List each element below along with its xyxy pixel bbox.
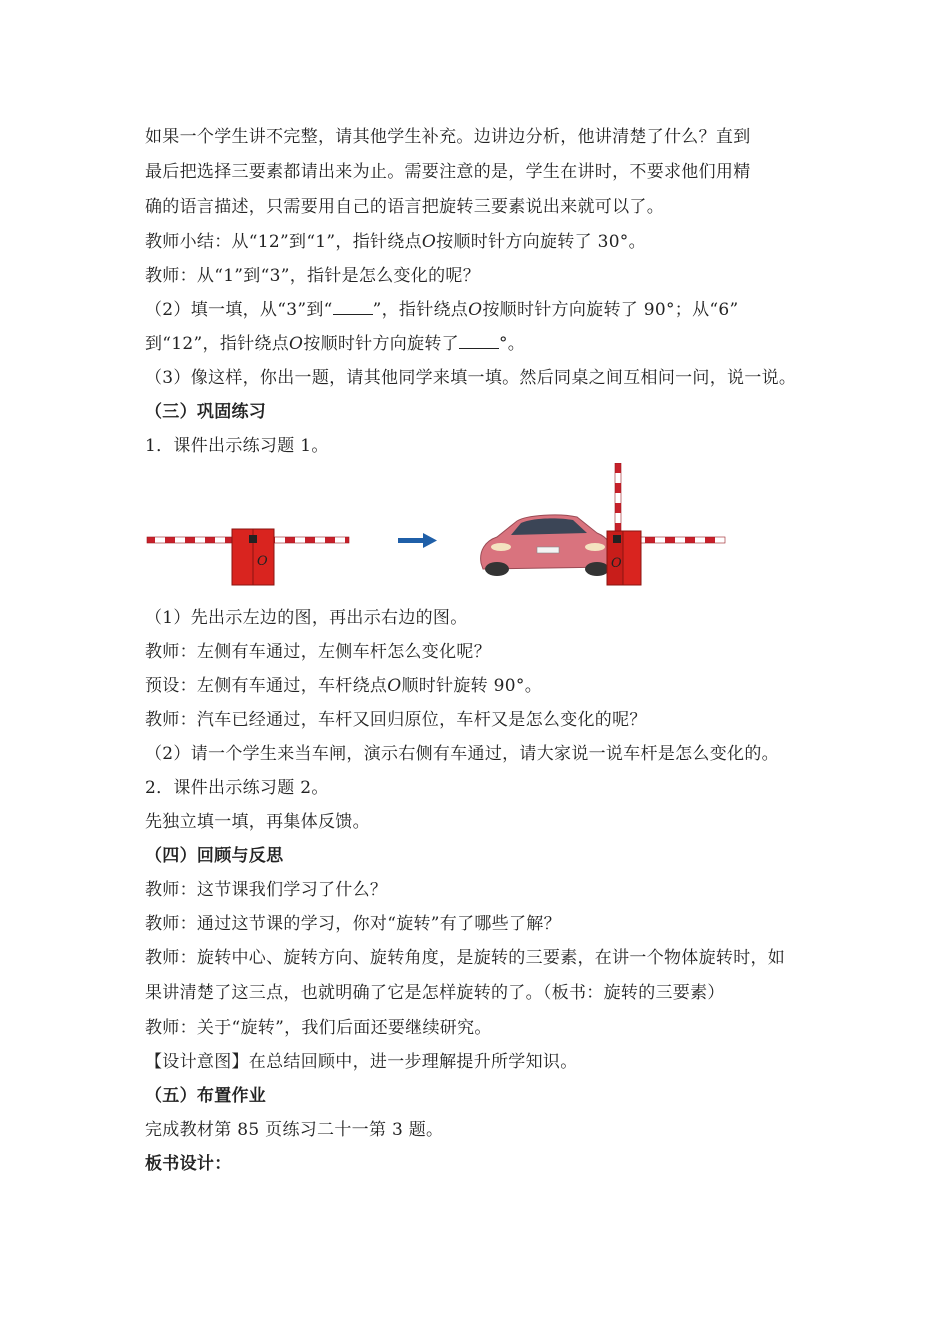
right-barrier-raised-arm: [615, 463, 621, 539]
section-heading: （四）回顾与反思: [145, 846, 284, 866]
fill-in-line: 到“12”，指针绕点O按顺时针方向旋转了 °。: [145, 334, 526, 354]
teacher-summary: 教师小结：从“12”到“1”，指针绕点O按顺时针方向旋转了 30°。: [145, 232, 646, 252]
arrow-icon: [398, 533, 437, 548]
paragraph-line: 2．课件出示练习题 2。: [145, 778, 329, 798]
paragraph-line: （1）先出示左边的图，再出示右边的图。: [145, 608, 468, 628]
paragraph-line: 预设：左侧有车通过，车杆绕点O顺时针旋转 90°。: [145, 676, 542, 696]
teacher-question: 教师：从“1”到“3”，指针是怎么变化的呢？: [145, 266, 480, 286]
right-barrier-gate: [607, 463, 725, 585]
paragraph-line: （2）请一个学生来当车闸，演示右侧有车通过，请大家说一说车杆是怎么变化的。: [145, 744, 779, 764]
paragraph-line: 教师：汽车已经通过，车杆又回归原位，车杆又是怎么变化的呢？: [145, 710, 647, 730]
board-design-label: 板书设计：: [145, 1154, 232, 1174]
right-pivot-label: O: [611, 556, 622, 571]
fill-blank: [333, 300, 373, 315]
fill-blank: [459, 334, 499, 349]
paragraph-line: 先独立填一填，再集体反馈。: [145, 812, 370, 832]
section-heading: （三）巩固练习: [145, 402, 267, 422]
paragraph-line: 教师：关于“旋转”，我们后面还要继续研究。: [145, 1018, 492, 1038]
paragraph-line: 教师：通过这节课的学习，你对“旋转”有了哪些了解？: [145, 914, 561, 934]
left-pivot-label: O: [257, 554, 268, 569]
paragraph-line: 教师：这节课我们学习了什么？: [145, 880, 388, 900]
paragraph-line: 完成教材第 85 页练习二十一第 3 题。: [145, 1120, 444, 1140]
fill-in-line: （2）填一填，从“3”到“ ”，指针绕点O按顺时针方向旋转了 90°；从“6”: [145, 300, 739, 320]
car-icon: [481, 515, 613, 576]
design-intent: 【设计意图】在总结回顾中，进一步理解提升所学知识。: [145, 1052, 578, 1072]
paragraph-line: 如果一个学生讲不完整，请其他学生补充。边讲边分析，他讲清楚了什么？直到: [145, 127, 751, 147]
exercise-line: 1．课件出示练习题 1。: [145, 436, 329, 456]
left-barrier-gate: [147, 529, 349, 585]
paragraph-line: 最后把选择三要素都请出来为止。需要注意的是，学生在讲时，不要求他们用精: [145, 162, 751, 182]
section-heading: （五）布置作业: [145, 1086, 267, 1106]
document-page: [145, 120, 815, 1181]
paragraph-line: 确的语言描述，只需要用自己的语言把旋转三要素说出来就可以了。: [145, 197, 664, 217]
paragraph-line: 教师：旋转中心、旋转方向、旋转角度，是旋转的三要素，在讲一个物体旋转时，如: [145, 948, 786, 968]
barrier-illustration: [145, 463, 815, 601]
paragraph-line: 果讲清楚了这三点，也就明确了它是怎样旋转的了。（板书：旋转的三要素）: [145, 983, 725, 1003]
left-pivot: [249, 535, 257, 543]
activity-line: （3）像这样，你出一题，请其他同学来填一填。然后同桌之间互相问一问，说一说。: [145, 368, 797, 388]
barrier-gate-figure: [145, 463, 815, 601]
right-pivot: [613, 535, 621, 543]
paragraph-line: 教师：左侧有车通过，左侧车杆怎么变化呢？: [145, 642, 491, 662]
